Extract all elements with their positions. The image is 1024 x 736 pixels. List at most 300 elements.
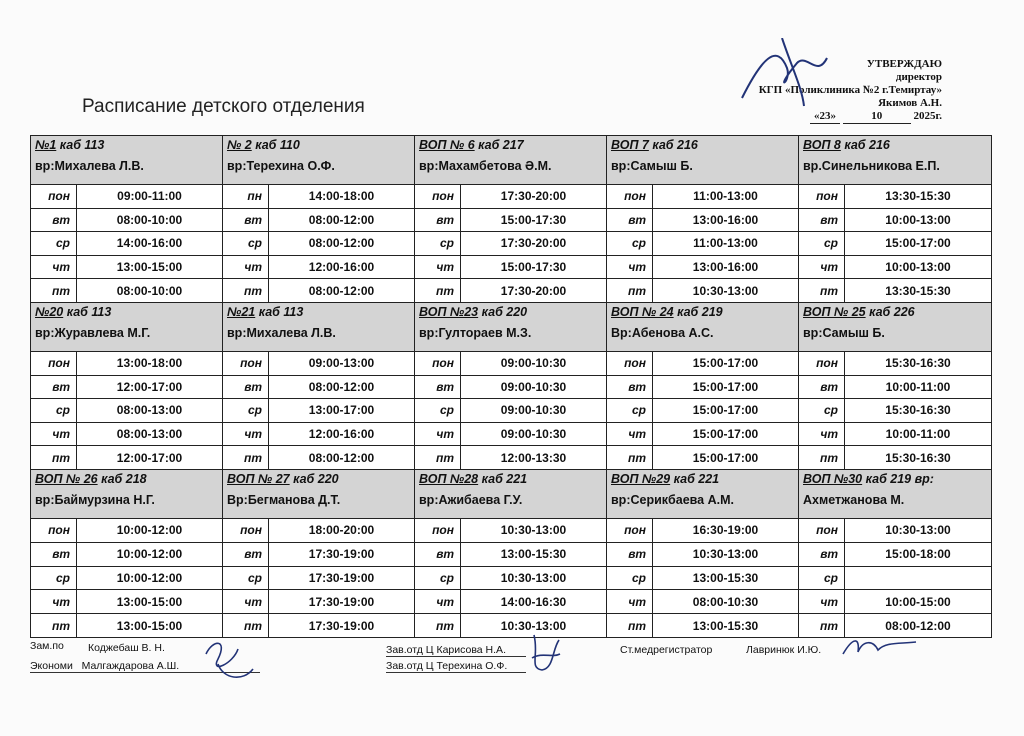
time-cell: 15:00-18:00 (885, 547, 951, 562)
block-header (31, 136, 222, 184)
approval-org: КГП «Поликлиника №2 г.Темиртау» (758, 84, 942, 96)
block-number: ВОП №23 (419, 305, 479, 319)
table-row (799, 518, 991, 542)
block-header (415, 470, 606, 518)
day-cell: ср (223, 399, 269, 422)
footer-deputy-label: Зам.по (30, 640, 64, 652)
table-row (799, 589, 991, 613)
day-cell: ср (415, 399, 461, 422)
approval-signature-icon (732, 38, 852, 108)
time-cell: 14:00-16:00 (116, 236, 183, 251)
day-cell: пт (799, 614, 845, 637)
block-title (227, 472, 410, 486)
day-cell: пт (607, 614, 653, 637)
day-cell: чт (415, 423, 461, 446)
block-header (607, 303, 798, 351)
table-row (607, 208, 798, 232)
day-cell: вт (415, 209, 461, 232)
table-row (223, 351, 414, 375)
day-cell: пон (799, 352, 845, 375)
doctor-block (607, 470, 799, 637)
table-row (223, 231, 414, 255)
time-cell: 08:00-10:30 (692, 594, 759, 609)
block-header (607, 136, 798, 184)
table-row (607, 566, 798, 590)
schedule-rows (799, 518, 991, 637)
day-cell: чт (799, 590, 845, 613)
block-number: №20 (35, 305, 64, 319)
time-cell: 15:00-17:00 (692, 379, 759, 394)
time-cell: 13:00-15:30 (692, 618, 759, 633)
schedule-rows (31, 351, 222, 469)
time-cell: 15:00-17:00 (692, 450, 759, 465)
table-row (799, 351, 991, 375)
block-room: каб 220 (293, 472, 339, 486)
doctor-block (31, 470, 223, 637)
day-cell: пон (415, 519, 461, 542)
block-number: ВОП № 24 (611, 305, 674, 319)
time-cell: 08:00-10:00 (116, 212, 183, 227)
day-cell: ср (415, 567, 461, 590)
table-row (31, 398, 222, 422)
block-number: №21 (227, 305, 256, 319)
time-cell: 13:00-16:00 (692, 260, 759, 275)
time-cell: 13:00-18:00 (116, 356, 183, 371)
table-row (223, 589, 414, 613)
time-cell: 15:00-17:30 (500, 212, 567, 227)
block-doctor: Вр:Абенова А.С. (611, 326, 714, 340)
time-cell: 09:00-10:30 (500, 379, 567, 394)
block-title (803, 472, 987, 486)
day-cell: пт (415, 446, 461, 469)
table-row (223, 518, 414, 542)
table-row (607, 398, 798, 422)
time-cell: 17:30-19:00 (308, 594, 375, 609)
schedule-rows (799, 184, 991, 302)
time-cell: 10:00-12:00 (116, 547, 183, 562)
time-cell: 15:00-17:00 (692, 356, 759, 371)
day-cell: ср (799, 232, 845, 255)
block-room: каб 110 (255, 138, 300, 152)
time-cell: 17:30-19:00 (308, 570, 375, 585)
day-cell: вт (415, 543, 461, 566)
day-cell: вт (607, 543, 653, 566)
time-cell: 10:30-13:00 (885, 523, 951, 538)
block-room: каб 221 (481, 472, 528, 486)
time-cell: 15:00-17:30 (500, 260, 567, 275)
time-cell: 10:30-13:00 (500, 618, 567, 633)
table-row (607, 231, 798, 255)
day-cell: чт (31, 590, 77, 613)
schedule-rows (607, 351, 798, 469)
table-row (415, 255, 606, 279)
day-cell: ср (799, 399, 845, 422)
block-number: ВОП №28 (419, 472, 479, 486)
block-room: каб 218 (101, 472, 147, 486)
time-cell: 17:30-20:00 (500, 236, 567, 251)
day-cell: пт (223, 614, 269, 637)
day-cell: пт (607, 446, 653, 469)
time-cell: 12:00-13:30 (500, 450, 567, 465)
footer-economy-name: Малгаждарова А.Ш. (81, 660, 180, 672)
table-row (607, 422, 798, 446)
table-row (415, 589, 606, 613)
page-title: Расписание детского отделения (82, 96, 365, 117)
day-cell: пон (799, 519, 845, 542)
day-cell: пон (223, 352, 269, 375)
time-cell: 10:00-11:00 (885, 379, 951, 394)
time-cell: 15:00-17:00 (692, 427, 759, 442)
block-number: № 2 (227, 138, 252, 152)
doctor-block (799, 136, 991, 303)
table-row (415, 184, 606, 208)
block-doctor: вр:Михалева Л.В. (227, 326, 336, 340)
block-number: №1 (35, 138, 57, 152)
table-row (31, 589, 222, 613)
time-cell: 13:00-17:00 (308, 403, 375, 418)
day-cell: вт (607, 376, 653, 399)
day-cell: пт (31, 279, 77, 302)
day-cell: ср (31, 567, 77, 590)
block-number: ВОП № 26 (35, 472, 98, 486)
day-cell: вт (799, 209, 845, 232)
time-cell: 13:00-15:30 (500, 547, 567, 562)
time-cell: 10:00-13:00 (885, 260, 951, 275)
time-cell: 11:00-13:00 (693, 236, 758, 251)
time-cell: 17:30-19:00 (308, 547, 375, 562)
time-cell: 13:30-15:30 (885, 189, 951, 204)
day-cell: пт (415, 614, 461, 637)
time-cell: 10:00-11:00 (885, 427, 951, 442)
footer-economy-label: Экономи (30, 660, 73, 672)
table-row (223, 542, 414, 566)
time-cell: 10:30-13:00 (692, 547, 759, 562)
time-cell: 12:00-16:00 (308, 427, 375, 442)
day-cell: пон (223, 519, 269, 542)
time-cell: 09:00-10:30 (500, 356, 567, 371)
table-row (415, 566, 606, 590)
day-cell: вт (31, 376, 77, 399)
footer-deputy-name: Коджебаш В. Н. (88, 642, 165, 654)
doctor-block (31, 303, 223, 470)
table-row (31, 445, 222, 469)
block-header (415, 303, 606, 351)
table-row (31, 518, 222, 542)
table-row (31, 231, 222, 255)
signature-icon (198, 634, 258, 684)
day-cell: чт (607, 423, 653, 446)
block-title (35, 472, 218, 486)
day-cell: ср (223, 232, 269, 255)
time-cell: 15:00-17:00 (885, 236, 951, 251)
footer-head2: Зав.отд Ц Терехина О.Ф. (386, 660, 526, 673)
block-title (35, 138, 218, 152)
table-row (223, 208, 414, 232)
table-row (223, 184, 414, 208)
block-doctor: вр:Журавлева М.Г. (35, 326, 151, 340)
doctor-block (799, 470, 991, 637)
time-cell: 09:00-11:00 (117, 189, 182, 204)
doctor-block (415, 136, 607, 303)
time-cell: 10:00-12:00 (116, 570, 183, 585)
block-room: каб 221 (673, 472, 720, 486)
table-row (31, 351, 222, 375)
table-row (799, 375, 991, 399)
block-title (803, 305, 987, 319)
block-room: каб 113 (258, 305, 304, 319)
doctor-block (415, 303, 607, 470)
block-title (35, 305, 218, 319)
time-cell: 14:00-16:30 (500, 594, 567, 609)
block-number: ВОП № 6 (419, 138, 475, 152)
time-cell: 10:30-13:00 (500, 570, 567, 585)
time-cell: 13:00-15:30 (692, 570, 759, 585)
doctor-block (607, 303, 799, 470)
block-header (223, 136, 414, 184)
day-cell: пон (31, 185, 77, 208)
table-row (799, 184, 991, 208)
table-row (223, 398, 414, 422)
day-cell: чт (223, 423, 269, 446)
block-number: ВОП 8 (803, 138, 841, 152)
time-cell: 08:00-12:00 (308, 283, 375, 298)
day-cell: вт (223, 543, 269, 566)
table-row (799, 231, 991, 255)
day-cell: ср (799, 567, 845, 590)
block-header (607, 470, 798, 518)
time-cell: 13:00-16:00 (692, 212, 759, 227)
block-doctor: вр:Самыш Б. (803, 326, 885, 340)
table-row (31, 613, 222, 637)
table-row (31, 542, 222, 566)
approval-heading: УТВЕРЖДАЮ (866, 58, 942, 70)
doctor-block (799, 303, 991, 470)
time-cell: 09:00-13:00 (308, 356, 375, 371)
time-cell: 08:00-12:00 (308, 379, 375, 394)
table-row (799, 422, 991, 446)
block-doctor: Ахметжанова М. (803, 493, 905, 507)
block-room: каб 113 (66, 305, 112, 319)
day-cell: ср (607, 399, 653, 422)
day-cell: пт (799, 279, 845, 302)
block-header (799, 136, 991, 184)
table-row (799, 445, 991, 469)
table-row (415, 422, 606, 446)
block-doctor: вр:Михалева Л.В. (35, 159, 144, 173)
table-row (223, 255, 414, 279)
day-cell: пт (223, 279, 269, 302)
time-cell: 12:00-17:00 (116, 379, 183, 394)
time-cell: 14:00-18:00 (308, 189, 375, 204)
day-cell: вт (223, 376, 269, 399)
table-row (799, 566, 991, 590)
table-row (415, 351, 606, 375)
time-cell: 13:30-15:30 (885, 283, 951, 298)
time-cell: 08:00-10:00 (116, 283, 183, 298)
approval-date (712, 110, 942, 124)
block-doctor: вр:Махамбетова Ә.М. (419, 159, 552, 173)
time-cell: 08:00-12:00 (308, 212, 375, 227)
day-cell: пон (607, 352, 653, 375)
day-cell: пт (31, 614, 77, 637)
time-cell: 09:00-10:30 (500, 403, 567, 418)
table-row (223, 445, 414, 469)
day-cell: вт (799, 376, 845, 399)
block-doctor: вр:Терехина О.Ф. (227, 159, 335, 173)
day-cell: ср (415, 232, 461, 255)
day-cell: пт (223, 446, 269, 469)
block-doctor: вр.Синельникова Е.П. (803, 159, 940, 173)
approval-date-year: 2025г. (913, 110, 942, 122)
block-header (223, 303, 414, 351)
time-cell: 08:00-13:00 (116, 427, 183, 442)
day-cell: пон (31, 352, 77, 375)
day-cell: ср (31, 232, 77, 255)
table-row (415, 208, 606, 232)
block-title (419, 305, 602, 319)
block-room: каб 216 (652, 138, 698, 152)
table-row (415, 445, 606, 469)
schedule-rows (415, 351, 606, 469)
time-cell: 15:30-16:30 (885, 403, 951, 418)
approval-stamp (712, 58, 942, 124)
time-cell: 10:00-15:00 (885, 594, 951, 609)
schedule-rows (415, 518, 606, 637)
doctor-block (223, 136, 415, 303)
schedule-rows (223, 184, 414, 302)
table-row (415, 542, 606, 566)
table-row (31, 375, 222, 399)
table-row (415, 375, 606, 399)
time-cell: 12:00-17:00 (116, 450, 183, 465)
block-header (223, 470, 414, 518)
time-cell: 08:00-12:00 (308, 450, 375, 465)
footer-registrar-label: Ст.медрегистратор (620, 644, 713, 656)
day-cell: ср (223, 567, 269, 590)
time-cell: 18:00-20:00 (308, 523, 375, 538)
day-cell: чт (799, 423, 845, 446)
block-room: каб 216 (844, 138, 890, 152)
block-title (419, 472, 602, 486)
block-title (227, 305, 410, 319)
time-cell: 13:00-15:00 (116, 594, 183, 609)
table-row (607, 542, 798, 566)
approval-role: директор (895, 71, 942, 83)
table-row (31, 422, 222, 446)
day-cell: вт (31, 209, 77, 232)
block-title (611, 305, 794, 319)
day-cell: ср (31, 399, 77, 422)
approval-name: Якимов А.Н. (878, 97, 942, 109)
block-header (31, 303, 222, 351)
table-row (607, 589, 798, 613)
table-row (415, 518, 606, 542)
day-cell: ср (607, 232, 653, 255)
block-room: каб 219 вр: (865, 472, 934, 486)
block-title (419, 138, 602, 152)
schedule-rows (223, 351, 414, 469)
approval-date-day: «23» (810, 110, 840, 124)
time-cell: 13:00-15:00 (116, 260, 183, 275)
day-cell: пт (31, 446, 77, 469)
block-title (611, 472, 794, 486)
block-room: каб 226 (869, 305, 915, 319)
day-cell: чт (415, 256, 461, 279)
table-row (799, 208, 991, 232)
day-cell: пт (607, 279, 653, 302)
block-number: ВОП № 27 (227, 472, 290, 486)
table-row (607, 351, 798, 375)
block-header (415, 136, 606, 184)
approval-date-month: 10 (843, 110, 911, 124)
day-cell: вт (31, 543, 77, 566)
block-number: ВОП №29 (611, 472, 671, 486)
time-cell: 15:00-17:00 (692, 403, 759, 418)
table-row (415, 613, 606, 637)
time-cell: 15:30-16:30 (885, 356, 951, 371)
table-row (607, 184, 798, 208)
time-cell: 08:00-12:00 (885, 618, 951, 633)
table-row (31, 184, 222, 208)
table-row (223, 566, 414, 590)
table-row (607, 375, 798, 399)
block-number: ВОП №30 (803, 472, 863, 486)
table-row (415, 398, 606, 422)
day-cell: пон (799, 185, 845, 208)
table-row (799, 255, 991, 279)
schedule-rows (799, 351, 991, 469)
block-title (227, 138, 410, 152)
time-cell: 10:00-12:00 (116, 523, 183, 538)
block-room: каб 220 (481, 305, 528, 319)
schedule-rows (223, 518, 414, 637)
block-doctor: вр:Серикбаева А.М. (611, 493, 734, 507)
block-number: ВОП 7 (611, 138, 649, 152)
doctor-block (607, 136, 799, 303)
block-number: ВОП № 25 (803, 305, 866, 319)
day-cell: чт (31, 256, 77, 279)
table-row (31, 255, 222, 279)
table-row (607, 278, 798, 302)
day-cell: вт (607, 209, 653, 232)
day-cell: вт (223, 209, 269, 232)
block-header (31, 470, 222, 518)
block-header (799, 470, 991, 518)
doctor-block (31, 136, 223, 303)
time-cell: 16:30-19:00 (692, 523, 759, 538)
day-cell: чт (607, 590, 653, 613)
time-cell (845, 567, 991, 590)
block-room: каб 219 (677, 305, 723, 319)
block-room: каб 217 (478, 138, 524, 152)
schedule-rows (31, 184, 222, 302)
block-room: каб 113 (59, 138, 105, 152)
schedule-rows (415, 184, 606, 302)
time-cell: 12:00-16:00 (308, 260, 375, 275)
block-header (799, 303, 991, 351)
day-cell: ср (607, 567, 653, 590)
day-cell: вт (415, 376, 461, 399)
day-cell: чт (31, 423, 77, 446)
time-cell: 15:30-16:30 (885, 450, 951, 465)
table-row (223, 375, 414, 399)
doctor-block (223, 470, 415, 637)
day-cell: пон (415, 352, 461, 375)
block-title (803, 138, 987, 152)
doctor-block (415, 470, 607, 637)
day-cell: чт (607, 256, 653, 279)
schedule-rows (31, 518, 222, 637)
